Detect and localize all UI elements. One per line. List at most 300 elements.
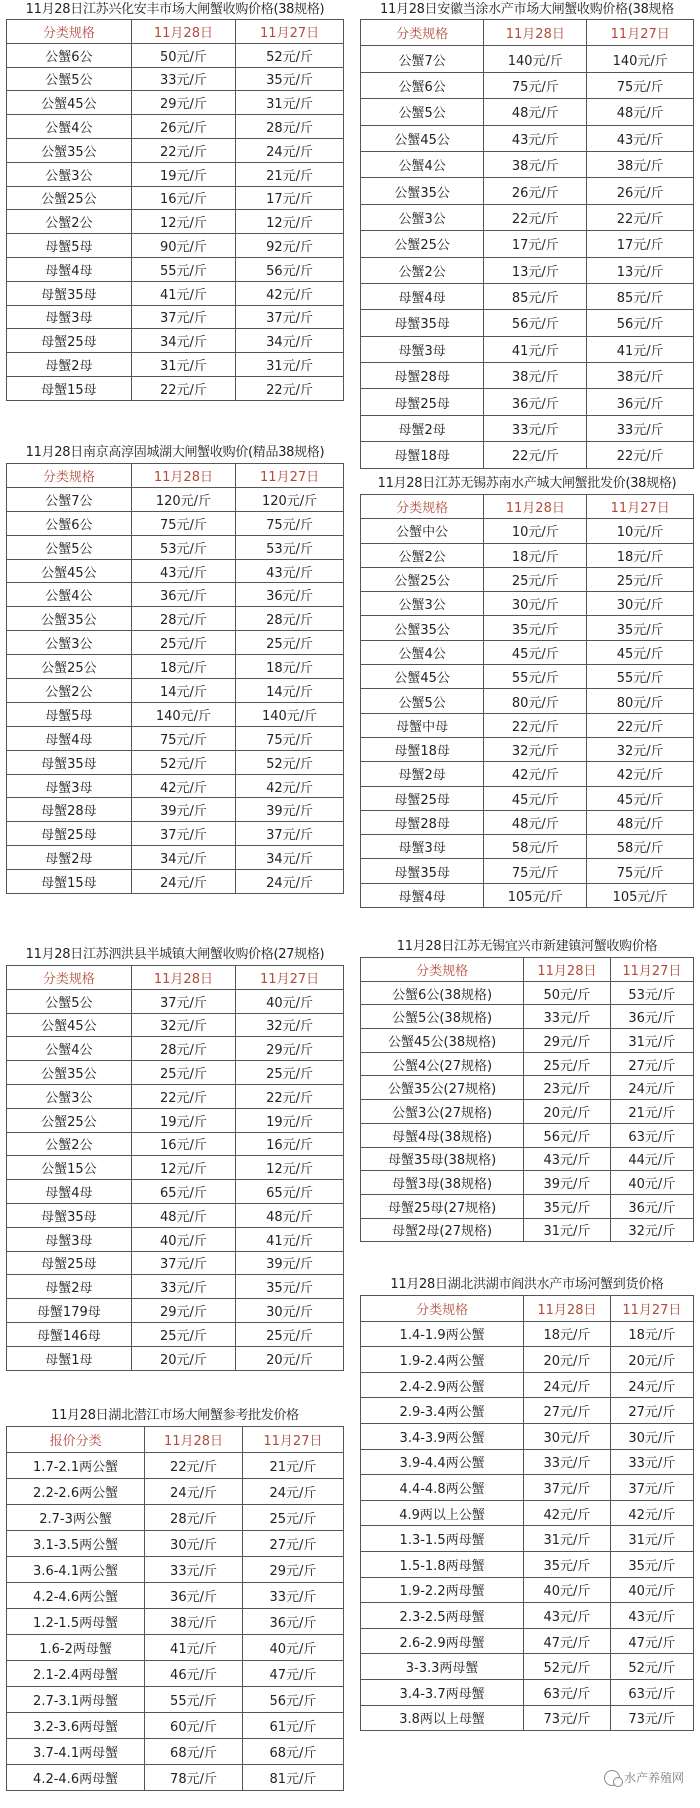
table-row bbox=[7, 1635, 344, 1661]
spec-cell: 4.2-4.6两母蟹 bbox=[7, 1765, 145, 1791]
spec-cell: 公蟹45公 bbox=[7, 91, 132, 115]
spec-cell: 4.9两以上公蟹 bbox=[361, 1500, 524, 1526]
price-today-cell: 55元/斤 bbox=[145, 1687, 243, 1713]
spec-cell: 母蟹179母 bbox=[7, 1299, 132, 1323]
table-row bbox=[7, 1322, 344, 1346]
table-row bbox=[7, 870, 344, 894]
price-prev-cell: 45元/斤 bbox=[587, 640, 694, 664]
price-today-cell: 23元/斤 bbox=[524, 1076, 611, 1100]
price-prev-cell: 47元/斤 bbox=[610, 1628, 693, 1654]
table-row bbox=[7, 1180, 344, 1204]
price-today-cell: 90元/斤 bbox=[131, 234, 235, 258]
spec-cell: 公蟹3公 bbox=[361, 204, 484, 230]
price-today-cell: 40元/斤 bbox=[524, 1577, 611, 1603]
spec-cell: 母蟹2母 bbox=[361, 415, 484, 441]
price-today-cell: 25元/斤 bbox=[484, 567, 587, 591]
price-prev-cell: 31元/斤 bbox=[610, 1029, 693, 1053]
price-prev-cell: 28元/斤 bbox=[236, 607, 344, 631]
price-table bbox=[360, 1295, 694, 1731]
spec-cell: 公蟹5公 bbox=[361, 689, 484, 713]
spec-cell: 4.2-4.6两公蟹 bbox=[7, 1583, 145, 1609]
column-header: 11月27日 bbox=[587, 20, 694, 46]
spec-cell: 母蟹2母 bbox=[361, 762, 484, 786]
table-row bbox=[7, 487, 344, 511]
column-header: 11月27日 bbox=[236, 966, 344, 990]
column-header: 报价分类 bbox=[7, 1427, 145, 1453]
spec-cell: 3.4-3.7两母蟹 bbox=[361, 1679, 524, 1705]
spec-cell: 公蟹25公 bbox=[361, 231, 484, 257]
price-today-cell: 31元/斤 bbox=[131, 353, 235, 377]
price-today-cell: 33元/斤 bbox=[131, 67, 235, 91]
spec-cell: 母蟹2母 bbox=[7, 846, 132, 870]
table-row bbox=[7, 43, 344, 67]
price-prev-cell: 19元/斤 bbox=[236, 1108, 344, 1132]
price-prev-cell: 33元/斤 bbox=[587, 415, 694, 441]
price-today-cell: 22元/斤 bbox=[131, 1084, 235, 1108]
price-today-cell: 41元/斤 bbox=[484, 336, 587, 362]
price-today-cell: 22元/斤 bbox=[484, 442, 587, 468]
table-row bbox=[361, 1347, 694, 1373]
table-row bbox=[361, 1449, 694, 1475]
price-today-cell: 16元/斤 bbox=[131, 1132, 235, 1156]
price-today-cell: 52元/斤 bbox=[524, 1654, 611, 1680]
table-row bbox=[361, 1398, 694, 1424]
table-row bbox=[361, 125, 694, 151]
spec-cell: 母蟹25母 bbox=[361, 389, 484, 415]
table-title: 11月28日湖北洪湖市阎洪水产市场河蟹到货价格 bbox=[390, 1277, 664, 1292]
spec-cell: 3-3.3两母蟹 bbox=[361, 1654, 524, 1680]
price-prev-cell: 24元/斤 bbox=[610, 1076, 693, 1100]
table-row bbox=[7, 631, 344, 655]
spec-cell: 母蟹4母 bbox=[361, 283, 484, 309]
spec-cell: 4.4-4.8两公蟹 bbox=[361, 1475, 524, 1501]
spec-cell: 公蟹45公 bbox=[361, 125, 484, 151]
spec-cell: 3.2-3.6两母蟹 bbox=[7, 1713, 145, 1739]
price-today-cell: 29元/斤 bbox=[131, 1299, 235, 1323]
price-prev-cell: 35元/斤 bbox=[587, 616, 694, 640]
table-row bbox=[361, 543, 694, 567]
table-row bbox=[361, 519, 694, 543]
spec-cell: 公蟹2公 bbox=[361, 543, 484, 567]
spec-cell: 公蟹25公 bbox=[7, 655, 132, 679]
price-today-cell: 18元/斤 bbox=[131, 655, 235, 679]
table-row bbox=[7, 1013, 344, 1037]
price-prev-cell: 120元/斤 bbox=[236, 487, 344, 511]
table-title: 11月28日江苏兴化安丰市场大闸蟹收购价格(38规格) bbox=[25, 2, 325, 17]
price-table-block bbox=[360, 937, 694, 1242]
price-today-cell: 20元/斤 bbox=[524, 1100, 611, 1124]
price-today-cell: 29元/斤 bbox=[131, 91, 235, 115]
price-today-cell: 28元/斤 bbox=[131, 607, 235, 631]
price-prev-cell: 17元/斤 bbox=[587, 231, 694, 257]
price-prev-cell: 37元/斤 bbox=[610, 1475, 693, 1501]
price-today-cell: 43元/斤 bbox=[524, 1147, 611, 1171]
price-prev-cell: 36元/斤 bbox=[242, 1609, 343, 1635]
spec-cell: 公蟹6公 bbox=[361, 72, 484, 98]
price-prev-cell: 21元/斤 bbox=[242, 1453, 343, 1479]
price-prev-cell: 27元/斤 bbox=[610, 1398, 693, 1424]
price-today-cell: 73元/斤 bbox=[524, 1705, 611, 1731]
price-today-cell: 46元/斤 bbox=[145, 1661, 243, 1687]
price-today-cell: 12元/斤 bbox=[131, 1156, 235, 1180]
price-prev-cell: 34元/斤 bbox=[236, 329, 344, 353]
price-table-block bbox=[360, 0, 694, 469]
table-row bbox=[361, 1628, 694, 1654]
price-prev-cell: 32元/斤 bbox=[236, 1013, 344, 1037]
price-prev-cell: 22元/斤 bbox=[236, 376, 344, 400]
table-row bbox=[361, 640, 694, 664]
price-today-cell: 37元/斤 bbox=[524, 1475, 611, 1501]
price-today-cell: 47元/斤 bbox=[524, 1628, 611, 1654]
price-prev-cell: 55元/斤 bbox=[587, 665, 694, 689]
spec-cell: 母蟹35母 bbox=[7, 281, 132, 305]
table-row bbox=[361, 859, 694, 883]
price-table bbox=[360, 494, 694, 908]
table-row bbox=[7, 774, 344, 798]
price-prev-cell: 42元/斤 bbox=[236, 774, 344, 798]
price-prev-cell: 14元/斤 bbox=[236, 679, 344, 703]
price-prev-cell: 36元/斤 bbox=[587, 389, 694, 415]
price-today-cell: 63元/斤 bbox=[524, 1679, 611, 1705]
table-row bbox=[7, 1765, 344, 1791]
table-row bbox=[361, 415, 694, 441]
table-row bbox=[7, 679, 344, 703]
table-row bbox=[361, 1551, 694, 1577]
price-prev-cell: 65元/斤 bbox=[236, 1180, 344, 1204]
column-header: 分类规格 bbox=[361, 20, 484, 46]
table-row bbox=[361, 1052, 694, 1076]
table-title: 11月28日江苏无锡苏南水产城大闸蟹批发价(38规格) bbox=[377, 476, 677, 491]
spec-cell: 公蟹2公 bbox=[361, 257, 484, 283]
price-prev-cell: 56元/斤 bbox=[236, 257, 344, 281]
spec-cell: 公蟹5公 bbox=[7, 67, 132, 91]
price-today-cell: 55元/斤 bbox=[131, 257, 235, 281]
price-today-cell: 35元/斤 bbox=[524, 1194, 611, 1218]
price-today-cell: 38元/斤 bbox=[484, 151, 587, 177]
table-row bbox=[361, 1321, 694, 1347]
spec-cell: 2.9-3.4两公蟹 bbox=[361, 1398, 524, 1424]
table-row bbox=[361, 442, 694, 468]
table-row bbox=[7, 281, 344, 305]
table-row bbox=[7, 1583, 344, 1609]
table-row bbox=[361, 231, 694, 257]
price-today-cell: 39元/斤 bbox=[524, 1171, 611, 1195]
price-prev-cell: 38元/斤 bbox=[587, 363, 694, 389]
price-today-cell: 18元/斤 bbox=[524, 1321, 611, 1347]
spec-cell: 1.5-1.8两母蟹 bbox=[361, 1551, 524, 1577]
spec-cell: 2.3-2.5两母蟹 bbox=[361, 1603, 524, 1629]
price-today-cell: 24元/斤 bbox=[145, 1479, 243, 1505]
table-row bbox=[361, 1679, 694, 1705]
spec-cell: 母蟹146母 bbox=[7, 1322, 132, 1346]
price-prev-cell: 40元/斤 bbox=[242, 1635, 343, 1661]
price-today-cell: 65元/斤 bbox=[131, 1180, 235, 1204]
price-today-cell: 30元/斤 bbox=[145, 1531, 243, 1557]
table-row bbox=[361, 336, 694, 362]
price-today-cell: 31元/斤 bbox=[524, 1526, 611, 1552]
table-row bbox=[7, 1531, 344, 1557]
price-today-cell: 140元/斤 bbox=[484, 46, 587, 72]
spec-cell: 公蟹3公 bbox=[7, 162, 132, 186]
price-today-cell: 42元/斤 bbox=[484, 762, 587, 786]
spec-cell: 1.9-2.2两母蟹 bbox=[361, 1577, 524, 1603]
spec-cell: 3.1-3.5两公蟹 bbox=[7, 1531, 145, 1557]
price-prev-cell: 36元/斤 bbox=[610, 1194, 693, 1218]
table-row bbox=[7, 1505, 344, 1531]
spec-cell: 公蟹3公(27规格) bbox=[361, 1100, 524, 1124]
price-prev-cell: 20元/斤 bbox=[236, 1346, 344, 1370]
price-prev-cell: 30元/斤 bbox=[610, 1423, 693, 1449]
spec-cell: 母蟹3母 bbox=[7, 305, 132, 329]
table-row bbox=[7, 91, 344, 115]
table-row bbox=[361, 1194, 694, 1218]
table-header-row bbox=[361, 495, 694, 519]
spec-cell: 母蟹28母 bbox=[361, 810, 484, 834]
price-today-cell: 50元/斤 bbox=[131, 43, 235, 67]
spec-cell: 母蟹35母(38规格) bbox=[361, 1147, 524, 1171]
spec-cell: 母蟹3母 bbox=[361, 336, 484, 362]
price-prev-cell: 27元/斤 bbox=[610, 1052, 693, 1076]
price-today-cell: 33元/斤 bbox=[524, 1449, 611, 1475]
spec-cell: 公蟹35公 bbox=[7, 138, 132, 162]
price-prev-cell: 16元/斤 bbox=[236, 1132, 344, 1156]
table-row bbox=[7, 750, 344, 774]
price-prev-cell: 20元/斤 bbox=[610, 1347, 693, 1373]
spec-cell: 母蟹3母 bbox=[7, 774, 132, 798]
price-prev-cell: 22元/斤 bbox=[236, 1084, 344, 1108]
table-row bbox=[361, 1654, 694, 1680]
price-today-cell: 19元/斤 bbox=[131, 162, 235, 186]
column-header: 分类规格 bbox=[7, 966, 132, 990]
spec-cell: 1.2-1.5两母蟹 bbox=[7, 1609, 145, 1635]
price-prev-cell: 75元/斤 bbox=[236, 511, 344, 535]
price-today-cell: 78元/斤 bbox=[145, 1765, 243, 1791]
price-today-cell: 27元/斤 bbox=[524, 1398, 611, 1424]
spec-cell: 母蟹4母 bbox=[7, 257, 132, 281]
table-row bbox=[361, 151, 694, 177]
price-table-block bbox=[360, 474, 694, 908]
table-row bbox=[361, 1171, 694, 1195]
price-today-cell: 33元/斤 bbox=[484, 415, 587, 441]
table-row bbox=[7, 1132, 344, 1156]
table-header-row bbox=[361, 958, 694, 982]
price-prev-cell: 42元/斤 bbox=[236, 281, 344, 305]
table-row bbox=[361, 204, 694, 230]
table-row bbox=[7, 1479, 344, 1505]
spec-cell: 公蟹3公 bbox=[361, 592, 484, 616]
column-header: 分类规格 bbox=[361, 1296, 524, 1322]
table-row bbox=[7, 702, 344, 726]
table-row bbox=[361, 46, 694, 72]
price-today-cell: 35元/斤 bbox=[524, 1551, 611, 1577]
price-today-cell: 42元/斤 bbox=[131, 774, 235, 798]
price-today-cell: 36元/斤 bbox=[131, 583, 235, 607]
table-row bbox=[7, 1557, 344, 1583]
spec-cell: 公蟹7公 bbox=[7, 487, 132, 511]
table-row bbox=[361, 1577, 694, 1603]
price-prev-cell: 29元/斤 bbox=[236, 1037, 344, 1061]
price-prev-cell: 24元/斤 bbox=[610, 1372, 693, 1398]
price-prev-cell: 29元/斤 bbox=[242, 1557, 343, 1583]
price-prev-cell: 56元/斤 bbox=[587, 310, 694, 336]
spec-cell: 公蟹35公 bbox=[7, 1061, 132, 1085]
price-today-cell: 50元/斤 bbox=[524, 981, 611, 1005]
price-today-cell: 17元/斤 bbox=[484, 231, 587, 257]
table-title: 11月28日湖北潜江市场大闸蟹参考批发价格 bbox=[51, 1408, 299, 1423]
table-row bbox=[7, 234, 344, 258]
price-today-cell: 25元/斤 bbox=[131, 1322, 235, 1346]
wechat-icon bbox=[604, 1770, 620, 1786]
spec-cell: 公蟹35公(27规格) bbox=[361, 1076, 524, 1100]
price-today-cell: 120元/斤 bbox=[131, 487, 235, 511]
spec-cell: 母蟹3母 bbox=[7, 1227, 132, 1251]
price-prev-cell: 24元/斤 bbox=[236, 138, 344, 162]
price-prev-cell: 47元/斤 bbox=[242, 1661, 343, 1687]
spec-cell: 母蟹25母(27规格) bbox=[361, 1194, 524, 1218]
price-today-cell: 26元/斤 bbox=[131, 115, 235, 139]
price-prev-cell: 22元/斤 bbox=[587, 713, 694, 737]
price-prev-cell: 25元/斤 bbox=[242, 1505, 343, 1531]
price-prev-cell: 75元/斤 bbox=[587, 72, 694, 98]
table-row bbox=[361, 1029, 694, 1053]
price-prev-cell: 52元/斤 bbox=[610, 1654, 693, 1680]
price-prev-cell: 31元/斤 bbox=[236, 353, 344, 377]
price-today-cell: 37元/斤 bbox=[131, 989, 235, 1013]
price-today-cell: 42元/斤 bbox=[524, 1500, 611, 1526]
price-today-cell: 22元/斤 bbox=[484, 204, 587, 230]
price-today-cell: 30元/斤 bbox=[524, 1423, 611, 1449]
column-header: 11月28日 bbox=[131, 464, 235, 488]
price-prev-cell: 26元/斤 bbox=[587, 178, 694, 204]
price-today-cell: 33元/斤 bbox=[131, 1275, 235, 1299]
spec-cell: 公蟹25公 bbox=[7, 1108, 132, 1132]
price-prev-cell: 39元/斤 bbox=[236, 798, 344, 822]
spec-cell: 公蟹15公 bbox=[7, 1156, 132, 1180]
table-row bbox=[7, 138, 344, 162]
spec-cell: 公蟹45公 bbox=[7, 1013, 132, 1037]
table-row bbox=[7, 607, 344, 631]
price-table bbox=[6, 965, 344, 1371]
price-today-cell: 37元/斤 bbox=[131, 822, 235, 846]
spec-cell: 母蟹5母 bbox=[7, 234, 132, 258]
table-title: 11月28日江苏无锡宜兴市新建镇河蟹收购价格 bbox=[396, 939, 658, 954]
price-prev-cell: 35元/斤 bbox=[610, 1551, 693, 1577]
table-row bbox=[7, 846, 344, 870]
price-prev-cell: 32元/斤 bbox=[610, 1218, 693, 1242]
table-row bbox=[361, 1218, 694, 1242]
table-row bbox=[7, 1227, 344, 1251]
spec-cell: 母蟹18母 bbox=[361, 442, 484, 468]
table-row bbox=[361, 1372, 694, 1398]
price-today-cell: 38元/斤 bbox=[145, 1609, 243, 1635]
table-row bbox=[361, 1526, 694, 1552]
price-prev-cell: 39元/斤 bbox=[236, 1251, 344, 1275]
table-row bbox=[7, 726, 344, 750]
table-row bbox=[361, 592, 694, 616]
price-prev-cell: 43元/斤 bbox=[587, 125, 694, 151]
price-today-cell: 28元/斤 bbox=[131, 1037, 235, 1061]
table-row bbox=[361, 762, 694, 786]
spec-cell: 母蟹25母 bbox=[361, 786, 484, 810]
spec-cell: 公蟹5公 bbox=[7, 989, 132, 1013]
spec-cell: 母蟹中母 bbox=[361, 713, 484, 737]
table-row bbox=[361, 178, 694, 204]
spec-cell: 母蟹35母 bbox=[7, 1203, 132, 1227]
table-title: 11月28日南京高淳固城湖大闸蟹收购价(精品38规格) bbox=[25, 445, 325, 460]
price-today-cell: 12元/斤 bbox=[131, 210, 235, 234]
spec-cell: 3.8两以上母蟹 bbox=[361, 1705, 524, 1731]
price-today-cell: 20元/斤 bbox=[131, 1346, 235, 1370]
price-prev-cell: 28元/斤 bbox=[236, 115, 344, 139]
price-today-cell: 25元/斤 bbox=[131, 631, 235, 655]
spec-cell: 2.2-2.6两公蟹 bbox=[7, 1479, 145, 1505]
price-prev-cell: 30元/斤 bbox=[587, 592, 694, 616]
price-today-cell: 31元/斤 bbox=[524, 1218, 611, 1242]
table-row bbox=[361, 1147, 694, 1171]
table-row bbox=[7, 822, 344, 846]
spec-cell: 公蟹3公 bbox=[7, 631, 132, 655]
price-prev-cell: 85元/斤 bbox=[587, 283, 694, 309]
price-prev-cell: 61元/斤 bbox=[242, 1713, 343, 1739]
price-today-cell: 22元/斤 bbox=[484, 713, 587, 737]
price-prev-cell: 12元/斤 bbox=[236, 210, 344, 234]
table-row bbox=[7, 1203, 344, 1227]
column-header: 11月28日 bbox=[131, 966, 235, 990]
spec-cell: 母蟹4母(38规格) bbox=[361, 1123, 524, 1147]
price-prev-cell: 80元/斤 bbox=[587, 689, 694, 713]
table-row bbox=[361, 72, 694, 98]
table-row bbox=[7, 1061, 344, 1085]
table-row bbox=[7, 162, 344, 186]
table-row bbox=[7, 257, 344, 281]
spec-cell: 公蟹3公 bbox=[7, 1084, 132, 1108]
spec-cell: 公蟹4公 bbox=[7, 1037, 132, 1061]
column-header: 11月27日 bbox=[242, 1427, 343, 1453]
spec-cell: 公蟹7公 bbox=[361, 46, 484, 72]
table-row bbox=[361, 737, 694, 761]
price-prev-cell: 40元/斤 bbox=[610, 1577, 693, 1603]
table-header-row bbox=[7, 1427, 344, 1453]
spec-cell: 公蟹4公 bbox=[361, 640, 484, 664]
spec-cell: 母蟹18母 bbox=[361, 737, 484, 761]
table-row bbox=[7, 1661, 344, 1687]
price-prev-cell: 24元/斤 bbox=[242, 1479, 343, 1505]
price-today-cell: 60元/斤 bbox=[145, 1713, 243, 1739]
price-today-cell: 43元/斤 bbox=[131, 559, 235, 583]
price-prev-cell: 10元/斤 bbox=[587, 519, 694, 543]
price-today-cell: 68元/斤 bbox=[145, 1739, 243, 1765]
price-prev-cell: 12元/斤 bbox=[236, 1156, 344, 1180]
price-prev-cell: 21元/斤 bbox=[610, 1100, 693, 1124]
table-row bbox=[361, 616, 694, 640]
price-prev-cell: 105元/斤 bbox=[587, 883, 694, 907]
price-today-cell: 40元/斤 bbox=[131, 1227, 235, 1251]
price-today-cell: 41元/斤 bbox=[131, 281, 235, 305]
table-row bbox=[7, 798, 344, 822]
spec-cell: 公蟹6公 bbox=[7, 43, 132, 67]
table-row bbox=[7, 1037, 344, 1061]
column-header: 11月27日 bbox=[587, 495, 694, 519]
table-header-row bbox=[7, 966, 344, 990]
price-today-cell: 45元/斤 bbox=[484, 640, 587, 664]
price-prev-cell: 75元/斤 bbox=[587, 859, 694, 883]
price-prev-cell: 53元/斤 bbox=[236, 535, 344, 559]
spec-cell: 公蟹35公 bbox=[361, 616, 484, 640]
price-prev-cell: 42元/斤 bbox=[610, 1500, 693, 1526]
table-row bbox=[7, 1108, 344, 1132]
table-row bbox=[7, 1609, 344, 1635]
table-row bbox=[7, 1251, 344, 1275]
